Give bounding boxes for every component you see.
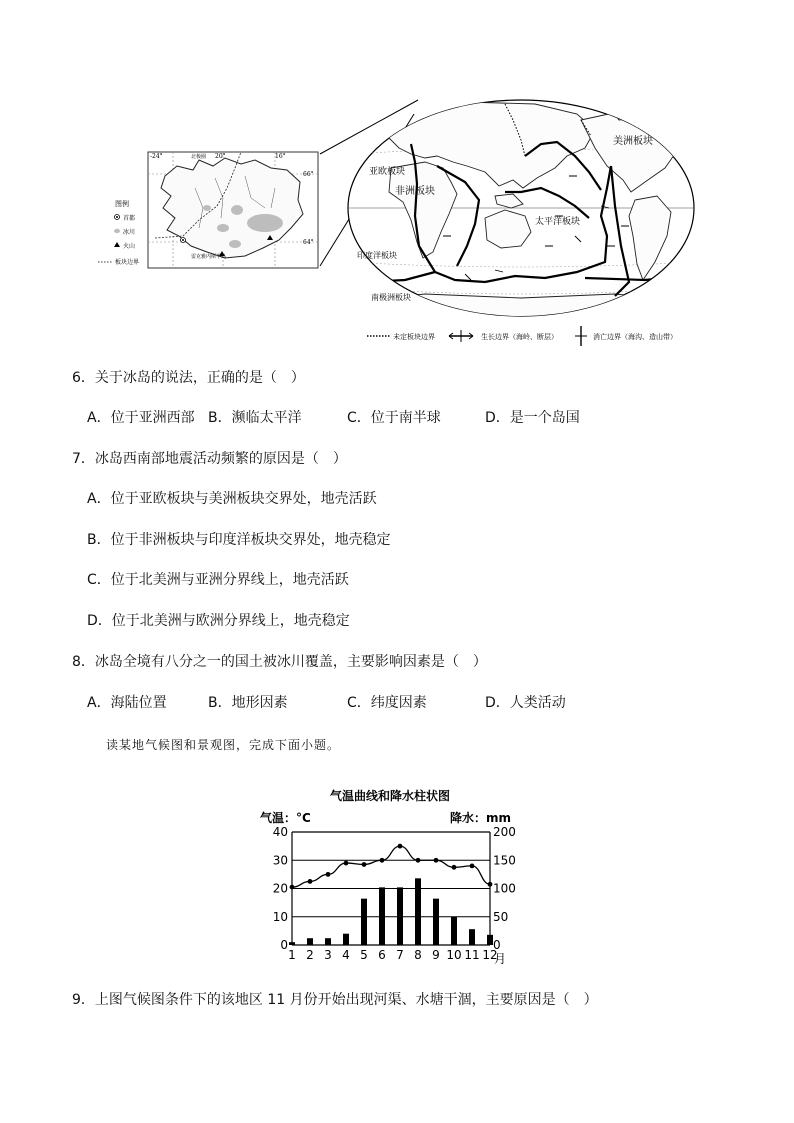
precip-bar (469, 929, 475, 945)
world-plate-map-svg (345, 96, 697, 346)
q6-option-c[interactable]: C．位于南半球 (347, 410, 441, 426)
temperature-line (292, 846, 490, 887)
left-tick-label: 10 (272, 909, 288, 924)
right-axis-label: 降水：mm (450, 811, 512, 825)
right-tick-label: 0 (493, 938, 501, 952)
question-8: 8．冰岛全境有八分之一的国土被冰川覆盖，主要影响因素是（ ） (72, 654, 487, 670)
left-tick-label: 20 (272, 881, 288, 896)
temperature-point (452, 865, 457, 870)
month-label: 10 (446, 948, 462, 962)
right-tick-label: 50 (493, 909, 509, 924)
month-label: 9 (432, 948, 440, 962)
right-tick-label: 150 (493, 853, 516, 868)
month-label: 7 (396, 948, 404, 962)
african-plate-label: 非洲板块 (395, 186, 435, 197)
peninsula-label: 雷克雅内斯半岛 (191, 254, 227, 260)
temperature-point (470, 864, 475, 869)
month-label: 1 (288, 948, 296, 962)
right-tick-label: 100 (493, 881, 516, 896)
month-label: 5 (360, 948, 368, 962)
left-tick-label: 40 (272, 825, 288, 839)
question-7: 7．冰岛西南部地震活动频繁的原因是（ ） (72, 451, 347, 467)
temperature-point (362, 862, 367, 867)
month-label: 4 (342, 948, 350, 962)
left-tick-label: 0 (280, 938, 288, 952)
precip-bar (433, 899, 439, 945)
iceland-map (95, 148, 325, 273)
q7-option-a[interactable]: A．位于亚欧板块与美洲板块交界处，地壳活跃 (87, 491, 377, 507)
legend-divergent: 生长边界（海岭、断层） (481, 333, 558, 341)
temperature-point (380, 858, 385, 863)
temperature-point (290, 885, 295, 890)
precip-bar (343, 934, 349, 945)
precip-bar (325, 938, 331, 945)
lon-label-3: 16° (275, 153, 286, 160)
q6-option-b[interactable]: B．濒临太平洋 (208, 410, 302, 426)
month-label: 6 (378, 948, 386, 962)
pacific-plate-label: 太平洋板块 (535, 217, 581, 227)
chart-title: 气温曲线和降水柱状图 (329, 789, 451, 803)
month-label: 2 (306, 948, 314, 962)
q7-option-d[interactable]: D．位于北美洲与欧洲分界线上，地壳稳定 (87, 613, 350, 629)
q8-option-b[interactable]: B．地形因素 (208, 695, 288, 711)
right-tick-label: 200 (493, 825, 516, 839)
precip-bar (289, 942, 295, 945)
american-plate-label: 美洲板块 (613, 136, 653, 147)
climate-chart (250, 784, 530, 974)
legend-glacier: 冰川 (123, 229, 136, 236)
temperature-point (344, 861, 349, 866)
month-label: 8 (414, 948, 422, 962)
q8-option-c[interactable]: C．纬度因素 (347, 695, 427, 711)
legend-volcano: 火山 (123, 243, 136, 250)
arctic-circle-label: 北极圈 (191, 154, 207, 160)
lon-label-2: 20° (215, 153, 226, 160)
temperature-point (416, 858, 421, 863)
section-intro: 读某地气候图和景观图，完成下面小题。 (106, 738, 341, 752)
month-label: 3 (324, 948, 332, 962)
lat-label-1: 66° (303, 171, 314, 178)
legend-unconfirmed: 未定板块边界 (393, 333, 435, 341)
temperature-point (488, 882, 493, 887)
legend-title: 图例 (115, 200, 129, 208)
precip-bar (487, 935, 493, 945)
q6-option-a[interactable]: A．位于亚洲西部 (87, 410, 195, 426)
precip-bar (307, 938, 313, 945)
q6-option-d[interactable]: D．是一个岛国 (485, 410, 580, 426)
precip-bar (379, 887, 385, 945)
left-axis-label: 气温：°C (260, 811, 311, 825)
legend-boundary: 板块边界 (115, 259, 140, 266)
q8-option-d[interactable]: D．人类活动 (485, 695, 566, 711)
precip-bar (361, 899, 367, 945)
temperature-point (434, 858, 439, 863)
temperature-point (398, 844, 403, 849)
question-9: 9．上图气候图条件下的该地区 11 月份开始出现河渠、水塘干涸，主要原因是（ ） (72, 992, 598, 1008)
iceland-map-svg (95, 148, 325, 273)
month-label: 11 (464, 948, 480, 962)
eurasian-plate-label: 亚欧板块 (369, 167, 406, 177)
q8-option-a[interactable]: A．海陆位置 (87, 695, 167, 711)
world-plate-map (345, 96, 697, 346)
precip-bar (415, 878, 421, 945)
indian-ocean-plate-label: 印度洋板块 (357, 251, 397, 260)
climate-chart-svg (250, 784, 530, 974)
left-tick-label: 30 (272, 853, 288, 868)
legend-convergent: 消亡边界（海沟、造山带） (593, 333, 677, 341)
q7-option-c[interactable]: C．位于北美洲与亚洲分界线上，地壳活跃 (87, 572, 349, 588)
lat-label-2: 64° (303, 239, 314, 246)
temperature-point (326, 872, 331, 877)
q7-option-b[interactable]: B．位于非洲板块与印度洋板块交界处，地壳稳定 (87, 532, 391, 548)
month-label: 12 (482, 948, 498, 962)
lon-label-1: -24° (150, 153, 163, 160)
question-6: 6．关于冰岛的说法，正确的是（ ） (72, 370, 305, 386)
precip-bar (451, 917, 457, 945)
temperature-point (308, 879, 313, 884)
precip-bar (397, 887, 403, 945)
antarctic-plate-label: 南极洲板块 (371, 293, 411, 302)
month-unit: 月 (494, 952, 507, 966)
legend-capital: 首都 (123, 215, 136, 222)
